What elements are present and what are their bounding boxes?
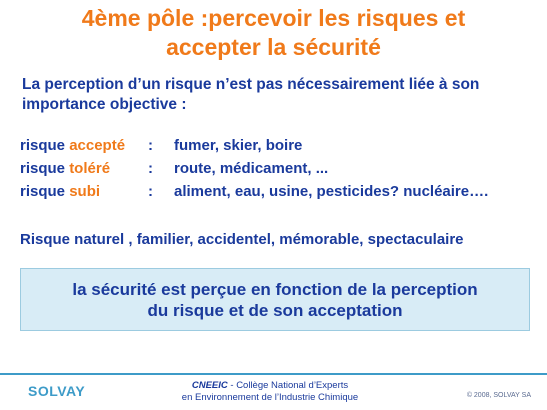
- intro-text: [22, 75, 532, 115]
- footer-organization: [150, 380, 390, 404]
- risk-row-accepte: [20, 136, 540, 159]
- risk-row-subi: [20, 182, 540, 205]
- risk-type-accepte: accepté: [69, 137, 126, 154]
- slide-title-line1: 4ème pôle :percevoir les risques et: [81, 5, 466, 31]
- slide-title: [0, 4, 547, 62]
- highlight-box: [20, 268, 530, 331]
- risk-examples: route, médicament, ...: [174, 160, 329, 177]
- footer-copyright: © 2008, SOLVAY SA: [466, 392, 531, 399]
- risk-colon: :: [148, 183, 153, 200]
- footer-divider: [0, 373, 547, 375]
- risk-label: [20, 136, 125, 156]
- slide-title-line2: accepter la sécurité: [166, 34, 381, 60]
- footer-org-short: CNEEIC: [191, 380, 228, 391]
- footer-org-line2: en Environnement de l’Industrie Chimique: [181, 392, 359, 403]
- risk-prefix: risque: [20, 137, 70, 154]
- risk-label: [20, 159, 110, 179]
- risk-type-tolere: toléré: [69, 160, 111, 177]
- risk-kinds-text: Risque naturel , familier, accidentel, mémorable, spectaculaire: [20, 231, 464, 248]
- risk-examples: fumer, skier, boire: [174, 137, 303, 154]
- highlight-line1: la sécurité est perçue en fonction de la perception: [72, 280, 478, 299]
- risk-label: [20, 182, 100, 202]
- risk-colon: :: [148, 160, 153, 177]
- intro-line2: importance objective :: [22, 96, 187, 113]
- footer-org-rest: - Collège National d’Experts: [227, 380, 349, 391]
- risk-type-subi: subi: [69, 183, 101, 200]
- intro-line1: La perception d’un risque n’est pas nécessairement liée à son: [22, 76, 480, 93]
- risk-list: [20, 136, 540, 205]
- risk-examples: aliment, eau, usine, pesticides? nucléaire….: [174, 183, 489, 200]
- risk-prefix: risque: [20, 183, 70, 200]
- footer-brand: SOLVAY: [28, 383, 86, 399]
- risk-colon: :: [148, 137, 153, 154]
- risk-prefix: risque: [20, 160, 70, 177]
- risk-row-tolere: [20, 159, 540, 182]
- highlight-line2: du risque et de son acceptation: [147, 301, 403, 320]
